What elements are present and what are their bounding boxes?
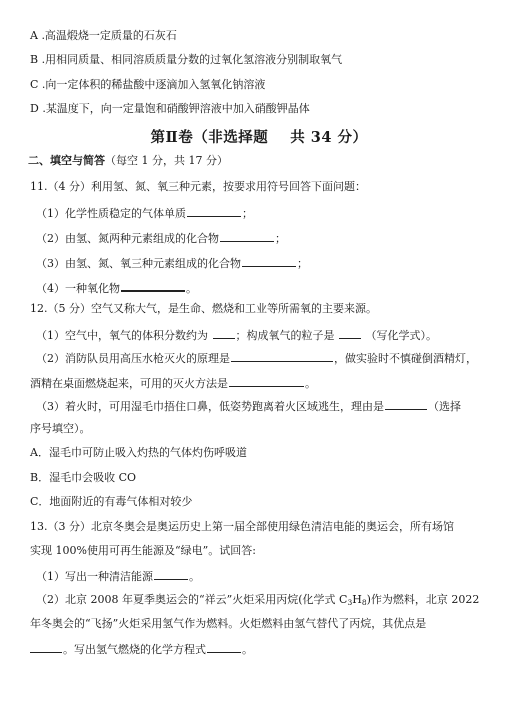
q11-end: 。 [186,282,197,295]
section2-heading-rest: （每空 1 分，共 17 分） [105,154,228,167]
q12-stem: 12.（5 分）空气又称大气，是生命、燃烧和工业等所需氧的主要来源。 [30,302,377,315]
q12-p2b: ，做实验时不慎碰倒酒精灯， [334,352,477,365]
q11-item-4-text: （4）一种氧化物 [36,282,120,295]
answer-blank[interactable] [30,641,62,653]
answer-blank[interactable] [121,279,185,292]
q12-p2c: 酒精在桌面燃烧起来，可用的灭火方法是 [30,377,228,390]
q13-p2a: （2）北京 2008 年夏季奥运会的“祥云”火炬采用丙烷(化学式 C [36,593,348,606]
q11-sep-2: ； [275,232,286,245]
q11-sep-3: ； [297,257,308,270]
option-d: D .某温度下，向一定量饱和硝酸钾溶液中加入硝酸钾晶体 [30,102,310,115]
q13-part1 [36,568,200,584]
q12-p1a: （1）空气中，氧气的体积分数约为 [36,329,208,342]
answer-blank[interactable] [242,255,296,267]
q11-stem: 11.（4 分）利用氢、氮、氧三种元素，按要求用符号回答下面问题： [30,180,366,193]
q13-part2-end [30,641,253,657]
q11-item-3 [36,255,308,271]
q12-p1b: ；构成氧气的粒子是 [235,329,335,342]
section2-heading [28,154,228,168]
section-title-right: 共 34 分） [290,129,368,146]
answer-blank[interactable] [231,350,333,362]
q11-item-1 [36,205,253,221]
q13-p2b: )作为燃料，北京 2022 [366,593,480,606]
q13-part2-cont: 年冬奥会的“飞扬”火炬采用氢气作为燃料。火炬燃料由氢气替代了丙烷，其优点是 [30,617,427,630]
option-c: C .向一定体积的稀盐酸中逐滴加入氢氧化钠溶液 [30,78,266,91]
q11-sep-1: ； [242,207,253,220]
option-b: B .用相同质量、相同溶质质量分数的过氧化氢溶液分别制取氧气 [30,53,343,66]
q13-p1b: 。 [189,570,200,583]
q13-p1a: （1）写出一种清洁能源 [36,570,153,583]
option-a: A .高温煅烧一定质量的石灰石 [30,29,177,42]
answer-blank[interactable] [154,568,188,580]
answer-blank[interactable] [339,327,361,339]
q12-p3a: （3）着火时，可用湿毛巾捂住口鼻，低姿势跑离着火区域逃生，理由是 [36,400,384,413]
section2-heading-bold: 二、填空与简答 [28,154,105,167]
section-title-left: 第Ⅱ卷（非选择题 [150,129,269,146]
q13-sub-8: 8 [361,598,367,607]
q13-stem-2: 实现 100%使用可再生能源及“绿电”。试回答: [30,544,256,557]
answer-blank[interactable] [187,205,241,217]
q12-choice-a: A．湿毛巾可防止吸入灼热的气体灼伤呼吸道 [30,446,247,459]
q11-item-2 [36,230,286,246]
q12-part2-cont [30,375,316,391]
answer-blank[interactable] [220,230,274,242]
q12-p3b: （选择 [428,400,461,413]
q12-p2a: （2）消防队员用高压水枪灭火的原理是 [36,352,230,365]
q12-choice-c: C．地面附近的有毒气体相对较少 [30,495,193,508]
q12-part1 [36,327,437,343]
q13-h: H [352,593,362,606]
q13-part2 [36,593,479,610]
q13-sub-3: 3 [347,598,353,607]
q12-p1c: （写化学式）。 [365,329,437,342]
q13-p2e: 。 [242,643,253,656]
answer-blank[interactable] [207,641,241,653]
q12-part2 [36,350,477,366]
q12-choice-b: B．湿毛巾会吸收 CO [30,471,137,484]
q11-item-2-text: （2）由氢、氮两种元素组成的化合物 [36,232,219,245]
q12-part3-cont: 序号填空）。 [30,422,91,435]
q13-p2d: 。写出氢气燃烧的化学方程式 [63,643,206,656]
answer-blank[interactable] [229,375,304,387]
q11-item-3-text: （3）由氢、氮、氧三种元素组成的化合物 [36,257,241,270]
q12-part3 [36,398,461,414]
q12-p2d: 。 [305,377,316,390]
q13-stem-1: 13.（3 分）北京冬奥会是奥运历史上第一届全部使用绿色清洁电能的奥运会，所有场馆 [30,520,454,533]
section-title [0,126,518,147]
q11-item-4 [36,279,197,296]
answer-blank[interactable] [385,398,427,410]
q11-item-1-text: （1）化学性质稳定的气体单质 [36,207,186,220]
answer-blank[interactable] [213,327,235,339]
